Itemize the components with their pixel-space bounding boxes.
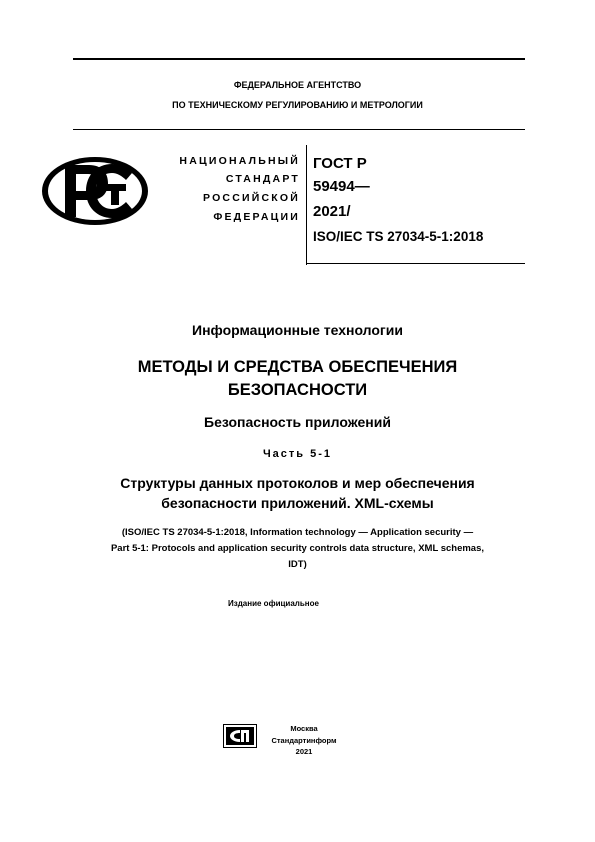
gost-r-emblem-icon [40, 155, 150, 227]
gost-designation-line-4: ISO/IEC TS 27034-5-1:2018 [313, 229, 484, 244]
main-title-line-1: МЕТОДЫ И СРЕДСТВА ОБЕСПЕЧЕНИЯ [137, 358, 458, 376]
original-ref-line-3: IDT) [288, 559, 307, 570]
publisher-logo [223, 724, 257, 748]
publisher-city: Москва [290, 724, 318, 733]
standard-label-1: НАЦИОНАЛЬНЫЙ [179, 155, 300, 167]
publisher-year: 2021 [295, 747, 313, 756]
agency-line-2: ПО ТЕХНИЧЕСКОМУ РЕГУЛИРОВАНИЮ И МЕТРОЛОГИИ [172, 100, 423, 110]
part-title-line-2: безопасности приложений. XML-схемы [161, 495, 434, 511]
standartinform-logo-icon [223, 724, 257, 748]
part-title-line-1: Структуры данных протоколов и мер обеспечения [120, 475, 475, 491]
gost-logo [40, 155, 150, 227]
top-rule [73, 58, 525, 60]
gost-designation-line-1: ГОСТ Р [313, 155, 367, 172]
standard-label-4: ФЕДЕРАЦИИ [213, 211, 300, 223]
publisher-name: Стандартинформ [271, 736, 337, 745]
gost-designation-line-2: 59494— [313, 178, 370, 195]
original-ref-line-1: (ISO/IEC TS 27034-5-1:2018, Information technology — Application security — [121, 527, 474, 538]
part-number: Часть 5-1 [262, 448, 333, 460]
agency-line-1: ФЕДЕРАЛЬНОЕ АГЕНТСТВО [233, 80, 362, 90]
subtitle: Безопасность приложений [204, 414, 391, 430]
edition-label: Издание официальное [228, 599, 319, 608]
main-title-line-2: БЕЗОПАСНОСТИ [227, 381, 368, 399]
designation-rule [306, 263, 525, 264]
header-rule [73, 129, 525, 130]
topic-title: Информационные технологии [192, 322, 403, 338]
standard-label-3: РОССИЙСКОЙ [203, 192, 300, 204]
gost-designation-line-3: 2021/ [313, 203, 351, 220]
standard-label-2: СТАНДАРТ [225, 173, 300, 185]
designation-divider [306, 145, 307, 265]
original-ref-line-2: Part 5-1: Protocols and application security controls data structure, XML schemas, [110, 543, 485, 554]
